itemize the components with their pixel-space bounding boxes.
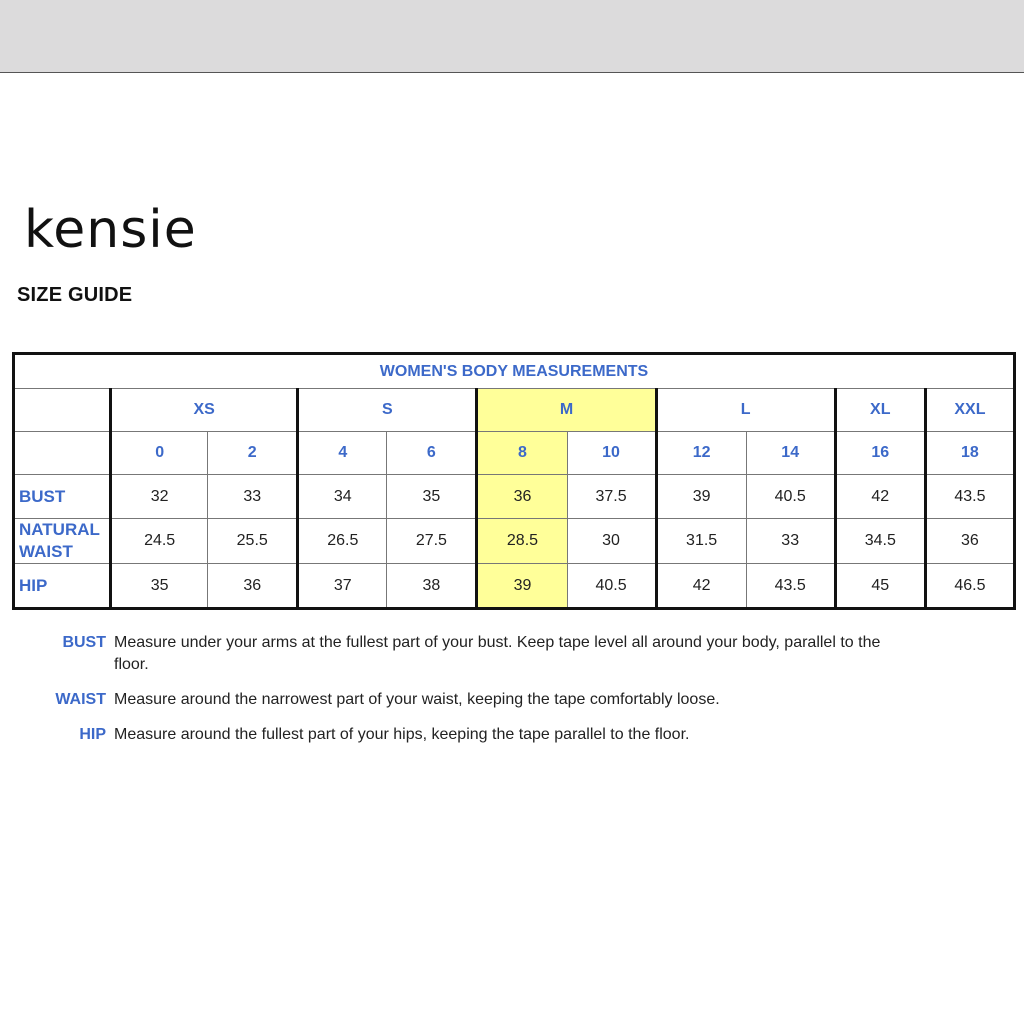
table-cell: 39 xyxy=(477,564,567,609)
table-cell: 32 xyxy=(111,475,208,519)
page-title: SIZE GUIDE xyxy=(17,284,133,306)
table-cell: 31.5 xyxy=(656,519,746,564)
table-cell: 34 xyxy=(298,475,387,519)
table-cell: 36 xyxy=(925,519,1014,564)
table-cell: 30 xyxy=(567,519,656,564)
row-label-line: WAIST xyxy=(19,542,73,561)
table-cell: 38 xyxy=(387,564,477,609)
table-cell: 27.5 xyxy=(387,519,477,564)
note-bust xyxy=(0,632,1024,676)
table-cell: 34.5 xyxy=(835,519,925,564)
numeric-size: 2 xyxy=(208,432,298,475)
letter-size-xxl: XXL xyxy=(925,389,1014,432)
empty-header-cell xyxy=(14,432,111,475)
table-cell: 35 xyxy=(111,564,208,609)
table-cell: 43.5 xyxy=(746,564,835,609)
top-bar xyxy=(0,0,1024,73)
table-cell: 33 xyxy=(746,519,835,564)
table-cell: 45 xyxy=(835,564,925,609)
empty-header-cell xyxy=(14,389,111,432)
table-cell: 42 xyxy=(835,475,925,519)
numeric-size: 18 xyxy=(925,432,1014,475)
note-text: Measure around the narrowest part of your waist, keeping the tape comfortably loose. xyxy=(114,691,720,708)
numeric-size: 12 xyxy=(656,432,746,475)
letter-size-xs: XS xyxy=(111,389,298,432)
numeric-size: 0 xyxy=(111,432,208,475)
table-cell: 37 xyxy=(298,564,387,609)
numeric-size: 8 xyxy=(477,432,567,475)
row-label-hip: HIP xyxy=(14,564,111,609)
table-cell: 26.5 xyxy=(298,519,387,564)
table-cell: 36 xyxy=(208,564,298,609)
table-cell: 40.5 xyxy=(567,564,656,609)
note-text: Measure under your arms at the fullest part of your bust. Keep tape level all around your body, parallel to the floor. xyxy=(114,634,881,673)
note-term: WAIST xyxy=(55,691,106,708)
table-cell: 36 xyxy=(477,475,567,519)
numeric-size: 14 xyxy=(746,432,835,475)
size-table xyxy=(12,352,1016,610)
table-title: WOMEN'S BODY MEASUREMENTS xyxy=(14,354,1015,389)
table-cell: 28.5 xyxy=(477,519,567,564)
letter-size-s: S xyxy=(298,389,477,432)
numeric-size: 10 xyxy=(567,432,656,475)
table-cell: 24.5 xyxy=(111,519,208,564)
note-waist xyxy=(0,689,1024,711)
letter-size-xl: XL xyxy=(835,389,925,432)
brand-logo: kensie xyxy=(24,200,197,260)
numeric-size: 16 xyxy=(835,432,925,475)
note-text: Measure around the fullest part of your hips, keeping the tape parallel to the floor. xyxy=(114,726,690,743)
table-cell: 46.5 xyxy=(925,564,1014,609)
table-cell: 37.5 xyxy=(567,475,656,519)
table-cell: 39 xyxy=(656,475,746,519)
table-cell: 42 xyxy=(656,564,746,609)
letter-size-m: M xyxy=(477,389,656,432)
row-label-bust: BUST xyxy=(14,475,111,519)
note-term: HIP xyxy=(79,726,106,743)
note-term: BUST xyxy=(62,634,106,651)
numeric-size: 4 xyxy=(298,432,387,475)
table-cell: 25.5 xyxy=(208,519,298,564)
letter-size-l: L xyxy=(656,389,835,432)
table-cell: 33 xyxy=(208,475,298,519)
note-hip xyxy=(0,724,1024,746)
row-label-line: NATURAL xyxy=(19,520,100,539)
table-cell: 35 xyxy=(387,475,477,519)
table-cell: 43.5 xyxy=(925,475,1014,519)
table-cell: 40.5 xyxy=(746,475,835,519)
measurement-notes xyxy=(0,632,1024,759)
row-label-natural-waist xyxy=(14,519,111,564)
numeric-size: 6 xyxy=(387,432,477,475)
